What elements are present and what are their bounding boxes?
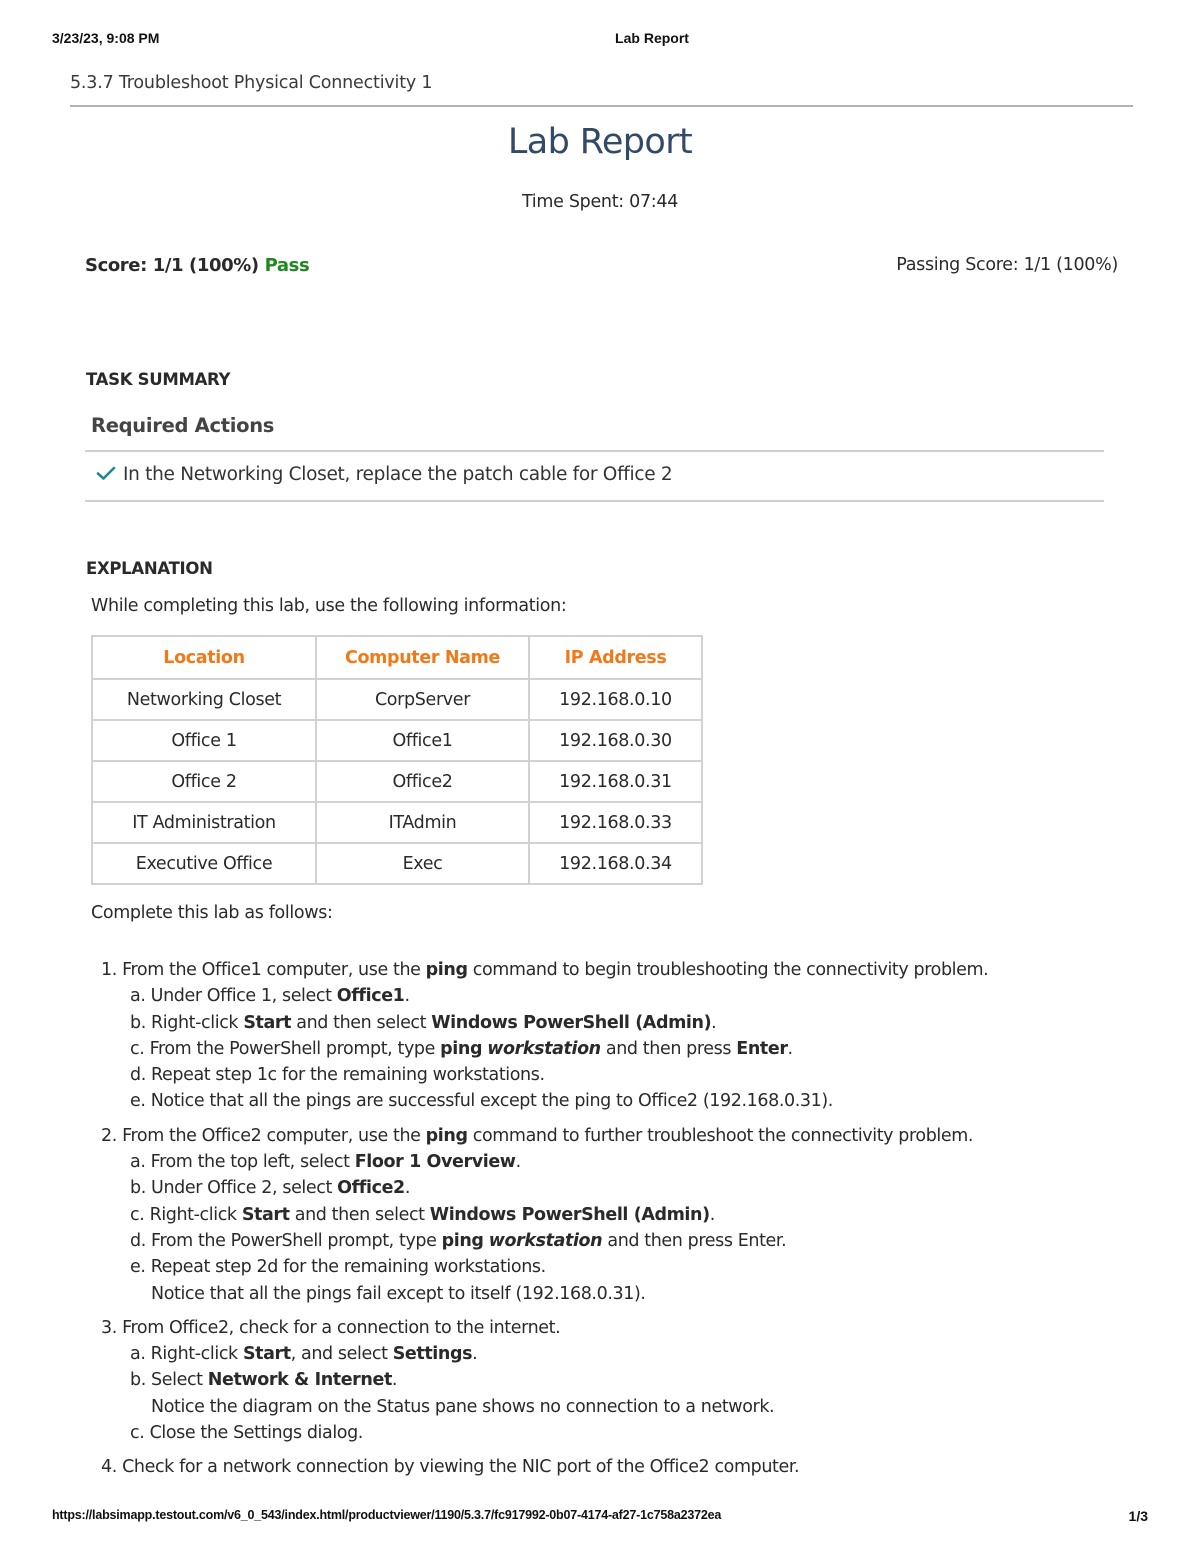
- substep-item: [101, 1228, 988, 1254]
- cell-ip-address: 192.168.0.10: [529, 679, 702, 720]
- cell-location: Office 2: [92, 761, 316, 802]
- table-row: [92, 679, 702, 720]
- page-number: 1/3: [1128, 1508, 1148, 1524]
- print-url: https://labsimapp.testout.com/v6_0_543/index.html/productviewer/1190/5.3.7/fc917992-0b07-4174-af27-1c758a2372ea: [52, 1508, 722, 1522]
- step-number: 2.: [101, 1125, 117, 1146]
- text-segment: and then press: [600, 1038, 737, 1059]
- substep-item: [101, 1254, 988, 1280]
- cell-location: Networking Closet: [92, 679, 316, 720]
- text-segment: Start: [241, 1204, 290, 1225]
- print-header: [52, 30, 1148, 48]
- text-segment: Office2: [337, 1178, 405, 1199]
- substep-letter: d.: [130, 1065, 146, 1086]
- text-segment: Repeat step 1c for the remaining workstations.: [151, 1065, 545, 1086]
- step-item: [101, 1454, 988, 1480]
- print-date: 3/23/23, 9:08 PM: [52, 30, 160, 46]
- passing-score: Passing Score: 1/1 (100%): [896, 255, 1118, 275]
- cell-computer-name: Office2: [316, 761, 529, 802]
- divider: [85, 450, 1104, 452]
- step-number: 3.: [101, 1317, 117, 1338]
- text-segment: Close the Settings dialog.: [149, 1423, 363, 1444]
- table-row: [92, 843, 702, 884]
- text-segment: Right-click: [149, 1204, 242, 1225]
- step-item: [101, 1315, 988, 1341]
- text-segment: .: [787, 1038, 793, 1059]
- table-row: [92, 761, 702, 802]
- cell-computer-name: CorpServer: [316, 679, 529, 720]
- course-title: 5.3.7 Troubleshoot Physical Connectivity 1: [70, 73, 433, 93]
- substep-letter: a.: [130, 1152, 146, 1173]
- text-segment: From Office2, check for a connection to the internet.: [122, 1317, 561, 1338]
- substep-letter: c.: [130, 1204, 145, 1225]
- substep-item: [101, 1062, 988, 1088]
- table-header-row: [92, 636, 702, 679]
- text-segment: Start: [243, 1012, 292, 1033]
- text-segment: ping: [440, 1038, 483, 1059]
- substep-letter: c.: [130, 1423, 145, 1444]
- required-action-item: [96, 464, 672, 485]
- text-segment: workstation: [488, 1230, 603, 1251]
- text-segment: From the PowerShell prompt, type: [149, 1038, 441, 1059]
- text-segment: From the PowerShell prompt, type: [151, 1230, 442, 1251]
- text-segment: From the Office1 computer, use the: [122, 960, 426, 980]
- step-item: [101, 957, 988, 983]
- substep-letter: b.: [130, 1370, 146, 1391]
- cell-computer-name: ITAdmin: [316, 802, 529, 843]
- substep-letter: c.: [130, 1038, 145, 1059]
- cell-computer-name: Office1: [316, 720, 529, 761]
- text-segment: and then select: [291, 1012, 432, 1033]
- column-header-ip-address: IP Address: [529, 636, 702, 679]
- substep-letter: e.: [130, 1091, 146, 1112]
- substep-item: [101, 1202, 988, 1228]
- substep-item: [101, 1367, 988, 1393]
- score: [85, 255, 309, 276]
- text-segment: workstation: [487, 1038, 601, 1059]
- substep-item: [101, 1420, 988, 1446]
- step-item: [101, 1123, 988, 1149]
- cell-location: Executive Office: [92, 843, 316, 884]
- substep-item: [101, 1010, 988, 1036]
- text-segment: Settings: [392, 1344, 473, 1365]
- text-segment: Floor 1 Overview: [354, 1152, 516, 1173]
- text-segment: Under Office 2, select: [151, 1178, 338, 1199]
- text-segment: , and select: [290, 1344, 393, 1365]
- substep-note: Notice the diagram on the Status pane shows no connection to a network.: [151, 1396, 775, 1417]
- text-segment: command to begin troubleshooting the connectivity problem.: [467, 960, 989, 980]
- text-segment: .: [709, 1204, 715, 1225]
- text-segment: .: [404, 1178, 411, 1199]
- text-segment: Select: [151, 1370, 208, 1391]
- text-segment: .: [472, 1344, 478, 1365]
- cell-location: Office 1: [92, 720, 316, 761]
- pass-badge: Pass: [264, 255, 310, 276]
- text-segment: Repeat step 2d for the remaining workstations.: [150, 1257, 546, 1278]
- text-segment: Network & Internet: [207, 1370, 392, 1391]
- step-number: 1.: [101, 960, 117, 980]
- cell-computer-name: Exec: [316, 843, 529, 884]
- cell-ip-address: 192.168.0.34: [529, 843, 702, 884]
- substep-item: [101, 1088, 988, 1114]
- substep-note: Notice that all the pings fail except to itself (192.168.0.31).: [151, 1283, 646, 1304]
- cell-ip-address: 192.168.0.30: [529, 720, 702, 761]
- complete-intro: Complete this lab as follows:: [91, 903, 333, 923]
- page-title: Lab Report: [507, 122, 693, 162]
- text-segment: Windows PowerShell (Admin): [431, 1012, 712, 1033]
- table-row: [92, 802, 702, 843]
- text-segment: ping: [425, 960, 468, 980]
- text-segment: command to further troubleshoot the connectivity problem.: [467, 1125, 974, 1146]
- text-segment: ping: [425, 1125, 468, 1146]
- text-segment: Check for a network connection by viewing the NIC port of the Office2 computer.: [122, 1457, 800, 1478]
- substep-item: [101, 1149, 988, 1175]
- substep-letter: a.: [130, 986, 146, 1007]
- task-summary-heading: TASK SUMMARY: [86, 370, 231, 389]
- info-table: [91, 635, 703, 885]
- time-spent: Time Spent: 07:44: [521, 192, 679, 212]
- substep-letter: b.: [130, 1012, 146, 1033]
- print-title: Lab Report: [615, 30, 689, 46]
- column-header-computer-name: Computer Name: [316, 636, 529, 679]
- substep-item: [101, 983, 988, 1009]
- cell-location: IT Administration: [92, 802, 316, 843]
- text-segment: Right-click: [151, 1012, 244, 1033]
- substep-letter: a.: [130, 1344, 146, 1365]
- text-segment: and then select: [289, 1204, 430, 1225]
- text-segment: ping: [441, 1230, 484, 1251]
- required-actions-heading: Required Actions: [91, 414, 275, 437]
- step-list: [101, 957, 988, 1481]
- cell-ip-address: 192.168.0.31: [529, 761, 702, 802]
- text-segment: .: [404, 986, 410, 1007]
- column-header-location: Location: [92, 636, 316, 679]
- text-segment: Windows PowerShell (Admin): [429, 1204, 710, 1225]
- substep-item: [101, 1175, 988, 1201]
- step-number: 4.: [101, 1457, 117, 1478]
- text-segment: From the Office2 computer, use the: [122, 1125, 426, 1146]
- substep-item: [101, 1341, 988, 1367]
- text-segment: .: [711, 1012, 717, 1033]
- explanation-heading: EXPLANATION: [86, 559, 213, 578]
- substep-letter: b.: [130, 1178, 146, 1199]
- required-action-text: In the Networking Closet, replace the patch cable for Office 2: [123, 464, 673, 485]
- cell-ip-address: 192.168.0.33: [529, 802, 702, 843]
- text-segment: From the top left, select: [150, 1152, 355, 1173]
- checkmark-icon: [96, 465, 116, 481]
- header-divider: [70, 105, 1133, 107]
- explanation-intro: While completing this lab, use the following information:: [91, 596, 567, 616]
- text-segment: Under Office 1, select: [150, 986, 337, 1007]
- table-row: [92, 720, 702, 761]
- text-segment: .: [391, 1370, 398, 1391]
- substep-letter: e.: [130, 1257, 146, 1278]
- print-footer: [52, 1508, 1148, 1526]
- text-segment: Office1: [336, 986, 405, 1007]
- substep-letter: d.: [130, 1230, 146, 1251]
- substep-item: [101, 1036, 988, 1062]
- divider: [85, 500, 1104, 502]
- text-segment: and then press Enter.: [602, 1230, 787, 1251]
- text-segment: Enter: [736, 1038, 788, 1059]
- score-value: Score: 1/1 (100%): [85, 255, 259, 276]
- text-segment: .: [515, 1152, 521, 1173]
- text-segment: Notice that all the pings are successful except the ping to Office2 (192.168.0.31).: [150, 1091, 833, 1112]
- text-segment: Start: [242, 1344, 291, 1365]
- text-segment: Right-click: [150, 1344, 243, 1365]
